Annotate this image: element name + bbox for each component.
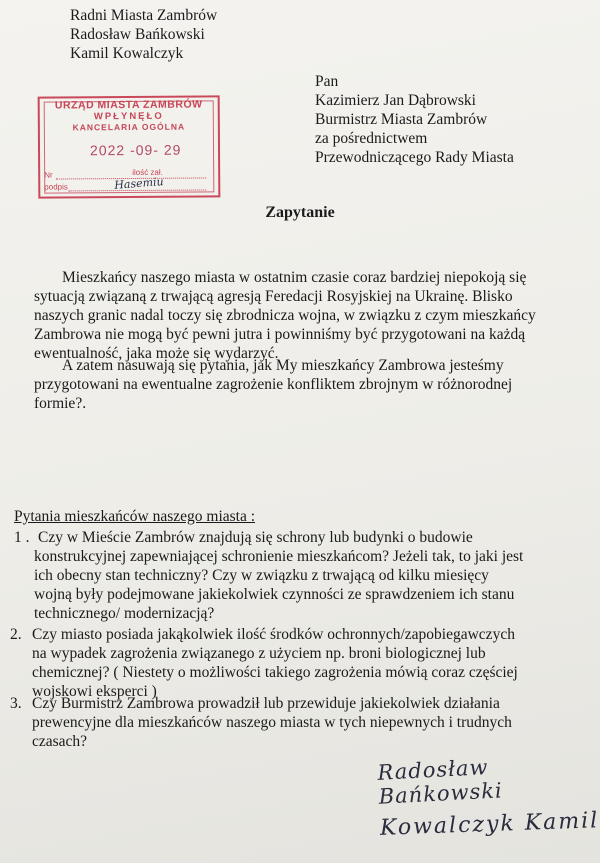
paragraph-line: Mieszkańcy naszego miasta w ostatnim czasie coraz bardziej niepokoją się: [62, 269, 527, 286]
signature-kowalczyk: Kowalczyk Kamil: [379, 808, 600, 841]
recipient-line: za pośrednictwem: [315, 130, 428, 147]
recipient-line: Burmistrz Miasta Zambrów: [315, 111, 488, 128]
intro-paragraph: [34, 268, 566, 363]
sender-line: Kamil Kowalczyk: [70, 45, 184, 62]
paragraph-line: formie?.: [34, 395, 87, 412]
question-line: chemicznej? ( Niestety o możliwości takiego zagrożenia mówią coraz częściej: [32, 664, 518, 681]
recipient-line: Przewodniczącego Rady Miasta: [315, 149, 514, 166]
stamp-signature-label: podpis: [44, 182, 68, 192]
sender-block: [70, 6, 217, 63]
question-line: ich obecny stan techniczny? Czy w związku z trwającą od kilku miesięcy: [34, 567, 489, 584]
paragraph-line: A zatem nasuwają się pytania, jak My mieszkańcy Zambrowa jesteśmy: [62, 357, 504, 374]
sender-line: Radni Miasta Zambrów: [70, 7, 218, 24]
question-line: czasach?: [32, 733, 88, 750]
question-line: wojskowi eksperci ): [32, 683, 157, 700]
question-line: technicznego/ modernizacją?: [34, 605, 215, 622]
recipient-line: Pan: [315, 73, 339, 90]
stamp-department: KANCELARIA OGÓLNA: [72, 121, 186, 133]
document-title: Zapytanie: [265, 204, 335, 221]
stamp-received: WPŁYNĘŁO: [93, 110, 164, 123]
stamp-date: 2022 -09- 29: [89, 141, 182, 159]
question-item: [10, 625, 518, 701]
question-intro-paragraph: [34, 356, 566, 413]
questions-header: Pytania mieszkańców naszego miasta :: [14, 508, 256, 525]
stamp-attachments-label: ilość zał.: [132, 167, 163, 177]
stamp-handwritten-signature: Hasemiu: [113, 175, 165, 192]
question-line: prewencyjne dla mieszkańców naszego miasta w tych niepewnych i trudnych: [32, 714, 512, 731]
question-line: Czy w Mieście Zambrów znajdują się schrony lub budynki o budowie: [38, 529, 473, 546]
question-line: konstrukcyjnej zapewniającej schronienie mieszkańcom? Jeżeli tak, to jaki jest: [34, 548, 524, 565]
paragraph-line: sytuacją związaną z trwającą agresją Feredacji Rosyjskiej na Ukrainę. Blisko: [34, 288, 513, 305]
question-number: 2.: [10, 626, 22, 643]
question-number: 3.: [10, 695, 22, 712]
question-line: Czy Burmistrz Zambrowa prowadził lub przewiduje jakiekolwiek działania: [32, 695, 500, 712]
recipient-block: [315, 72, 514, 167]
recipient-line: Kazimierz Jan Dąbrowski: [315, 92, 476, 109]
question-item: [14, 528, 524, 623]
question-line: Czy miasto posiada jakąkolwiek ilość środków ochronnych/zapobiegawczych: [32, 626, 515, 643]
stamp-nr-label: Nr: [44, 170, 53, 180]
stamp-office: URZĄD MIASTA ZAMBRÓW: [54, 98, 203, 112]
signature-bankowski: Radosław Bańkowski: [376, 755, 504, 809]
question-line: wojną były podejmowane jakiekolwiek czynności ze sprawdzeniem ich stanu: [34, 586, 515, 603]
received-stamp: [38, 95, 221, 198]
paragraph-line: naszych granic nadal toczy się zbrodnicza wojna, w związku z czym mieszkańcy: [34, 307, 536, 324]
paragraph-line: ewentualność, jaka może się wydarzyć.: [34, 345, 279, 362]
sender-line: Radosław Bańkowski: [70, 26, 205, 43]
question-number: 1 .: [14, 529, 30, 546]
paragraph-line: Zambrowa nie mogą być pewni jutra i powinniśmy być przygotowani na każdą: [34, 326, 526, 343]
question-item: [10, 694, 512, 751]
paragraph-line: przygotowani na ewentualne zagrożenie konfliktem zbrojnym w różnorodnej: [34, 376, 513, 393]
question-line: na wypadek zagrożenia związanego z użyciem np. broni biologicznej lub: [32, 645, 486, 662]
